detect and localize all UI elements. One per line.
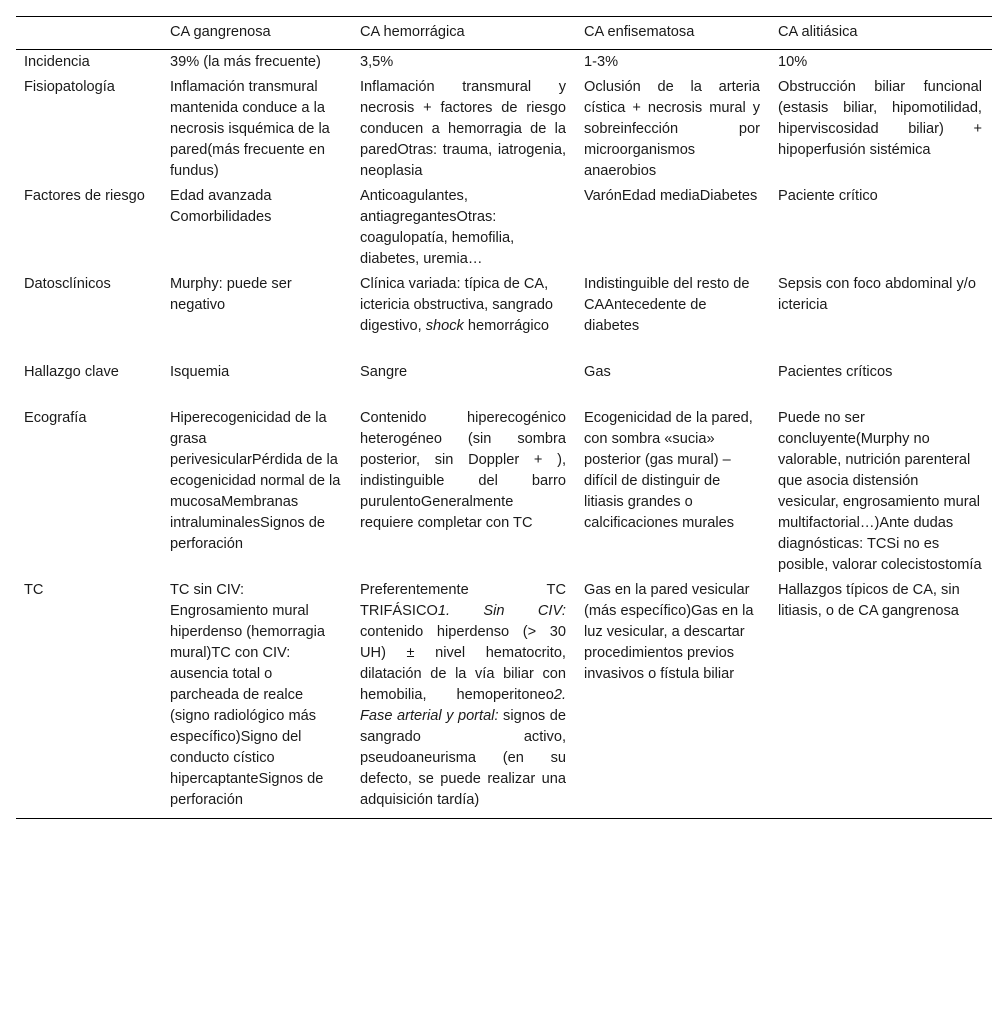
table-cell: Sepsis con foco abdominal y/o ictericia: [778, 276, 976, 313]
table-cell: Edad avanzada Comorbilidades: [170, 188, 272, 225]
header-cell-empty: [16, 17, 162, 50]
table-cell: Puede no ser concluyente(Murphy no valorable, nutrición parenteral que asocia distensión vesicular, engrosamiento mural multifactorial…)Ante dudas diagnósticas: TCSi no es posible, valorar colecistostomía: [778, 410, 982, 573]
cell-text: Clínica variada: típica de CA, ictericia obstructiva, sangrado digestivo,: [360, 276, 554, 334]
table-cell: 39% (la más frecuente): [170, 54, 321, 70]
header-row: [16, 17, 992, 50]
table-cell: Murphy: puede ser negativo: [170, 276, 292, 313]
table-cell: [352, 578, 576, 819]
table-cell: Gas en la pared vesicular (más específico)Gas en la luz vesicular, a descartar procedimientos previos invasivos o fístula biliar: [584, 582, 754, 682]
comparison-table: [16, 16, 992, 819]
table-cell: Inflamación transmural y necrosis + factores de riesgo conducen a hemorragia de la paredOtras: trauma, iatrogenia, neoplasia: [360, 79, 566, 179]
table-cell: Ecogenicidad de la pared, con sombra «sucia» posterior (gas mural) – difícil de distinguir de litiasis grandes o calcificaciones murales: [584, 410, 753, 531]
table-cell: VarónEdad mediaDiabetes: [584, 188, 758, 204]
cell-text-italic: 1. Sin CIV:: [437, 603, 566, 619]
header-alitiasica: CA alitiásica: [778, 24, 858, 40]
cell-text: Preferentemente TC TRIFÁSICO: [360, 582, 566, 619]
table-cell: Pacientes críticos: [778, 364, 893, 380]
cell-text: signos de sangrado activo, pseudoaneurisma (en su defecto, se puede realizar una adquisición tardía): [360, 708, 566, 808]
table-cell: 3,5%: [360, 54, 394, 70]
cell-text: hemorrágico: [463, 318, 550, 334]
table-cell: Gas: [584, 364, 611, 380]
table-cell: TC sin CIV: Engrosamiento mural hiperdenso (hemorragia mural)TC con CIV: ausencia total o parcheada de realce (signo radiológico más específico)Signo del conducto cístico hipercaptanteSignos de perforación: [170, 582, 325, 808]
table-cell: Obstrucción biliar funcional (estasis biliar, hipomotilidad, hiperviscosidad biliar) + hipoperfusión sistémica: [778, 79, 982, 158]
row-incidencia: [16, 50, 992, 76]
table-cell: Anticoagulantes, antiagregantesOtras: coagulopatía, hemofilia, diabetes, uremia…: [360, 188, 515, 267]
table-cell: [352, 272, 576, 360]
table-cell: Paciente crítico: [778, 188, 878, 204]
header-hemorragica: CA hemorrágica: [360, 24, 465, 40]
table-cell: Hiperecogenicidad de la grasa perivesicularPérdida de la ecogenicidad normal de la mucosaMembranas intraluminalesSignos de perforación: [170, 410, 341, 552]
cell-text: contenido hiperdenso (> 30 UH) ± nivel hematocrito, dilatación de la vía biliar con hemobilia, hemoperitoneo: [360, 624, 566, 703]
header-enfisematosa: CA enfisematosa: [584, 24, 695, 40]
table-cell: 1-3%: [584, 54, 619, 70]
cell-text-italic: 2. Fase arterial y portal:: [360, 687, 566, 724]
row-factores-riesgo: [16, 184, 992, 272]
table-cell: Hallazgos típicos de CA, sin litiasis, o de CA gangrenosa: [778, 582, 960, 619]
table-cell: Inflamación transmural mantenida conduce a la necrosis isquémica de la pared(más frecuente en fundus): [170, 79, 330, 179]
header-gangrenosa: CA gangrenosa: [170, 24, 271, 40]
row-tc: [16, 578, 992, 819]
row-label: Fisiopatología: [24, 79, 115, 95]
table-cell: Isquemia: [170, 364, 230, 380]
row-fisiopatologia: [16, 75, 992, 184]
table-cell: Contenido hiperecogénico heterogéneo (sin sombra posterior, sin Doppler + ), indistinguible del barro purulentoGeneralmente requiere completar con TC: [360, 410, 566, 531]
row-label: Incidencia: [24, 54, 90, 70]
row-datos-clinicos: [16, 272, 992, 360]
table-cell: Indistinguible del resto de CAAntecedente de diabetes: [584, 276, 750, 334]
row-label: Factores de riesgo: [24, 188, 145, 204]
table-cell: Sangre: [360, 364, 408, 380]
row-label: Datosclínicos: [24, 276, 111, 292]
table-cell: Oclusión de la arteria cística + necrosis mural y sobreinfección por microorganismos anaerobios: [584, 79, 760, 179]
table-cell: 10%: [778, 54, 808, 70]
row-label: Hallazgo clave: [24, 364, 119, 380]
row-label: Ecografía: [24, 410, 87, 426]
cell-text-italic: shock: [425, 318, 464, 334]
row-label: TC: [24, 582, 44, 598]
row-ecografia: [16, 406, 992, 578]
row-hallazgo-clave: [16, 360, 992, 406]
